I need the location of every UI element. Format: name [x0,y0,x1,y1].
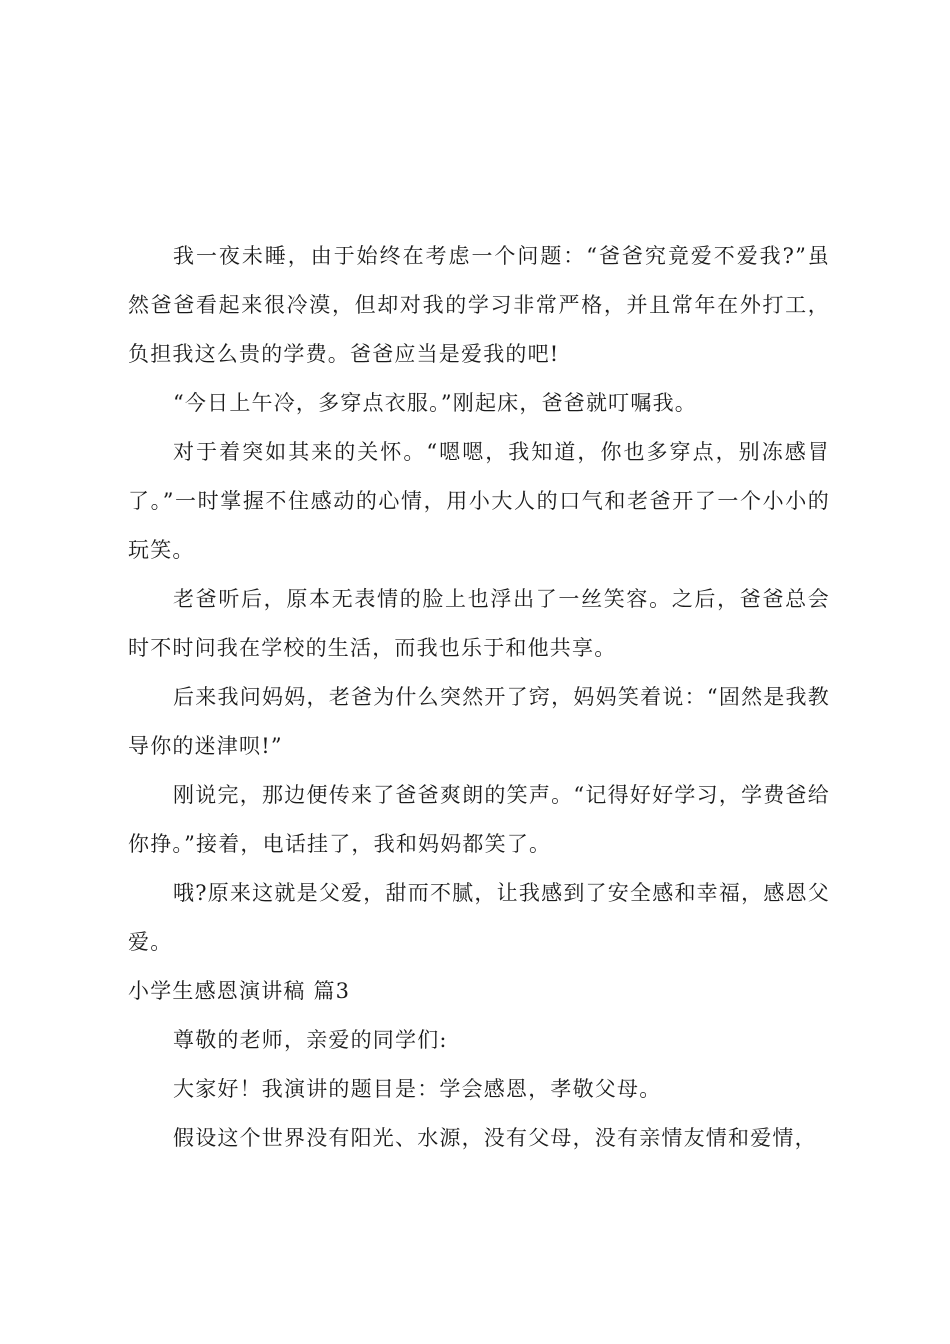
section-heading: 小学生感恩演讲稿 篇3 [128,979,351,1003]
paragraph: 刚说完，那边便传来了爸爸爽朗的笑声。“记得好好学习，学费爸给你挣。”接着，电话挂了，我和妈妈都笑了。 [128,783,830,856]
paragraph: 假设这个世界没有阳光、水源，没有父母，没有亲情友情和爱情， [173,1126,817,1150]
document-body [128,232,830,1163]
paragraph: 老爸听后，原本无表情的脸上也浮出了一丝笑容。之后，爸爸总会时不时问我在学校的生活，而我也乐于和他共享。 [128,587,830,660]
paragraph: 对于着突如其来的关怀。“嗯嗯，我知道，你也多穿点，别冻感冒了。”一时掌握不住感动的心情，用小大人的口气和老爸开了一个小小的玩笑。 [128,440,830,562]
paragraph: 我一夜未睡，由于始终在考虑一个问题：“爸爸究竟爱不爱我?”虽然爸爸看起来很冷漠，但却对我的学习非常严格，并且常年在外打工，负担我这么贵的学费。爸爸应当是爱我的吧! [128,244,830,366]
paragraph: “今日上午冷，多穿点衣服。”刚起床，爸爸就叮嘱我。 [173,391,697,415]
paragraph: 后来我问妈妈，老爸为什么突然开了窍，妈妈笑着说：“固然是我教导你的迷津呗!” [128,685,830,758]
paragraph: 大家好！我演讲的题目是：学会感恩，孝敬父母。 [173,1077,662,1101]
paragraph: 哦?原来这就是父爱，甜而不腻，让我感到了安全感和幸福，感恩父爱。 [128,881,830,954]
paragraph: 尊敬的老师，亲爱的同学们: [173,1028,448,1052]
